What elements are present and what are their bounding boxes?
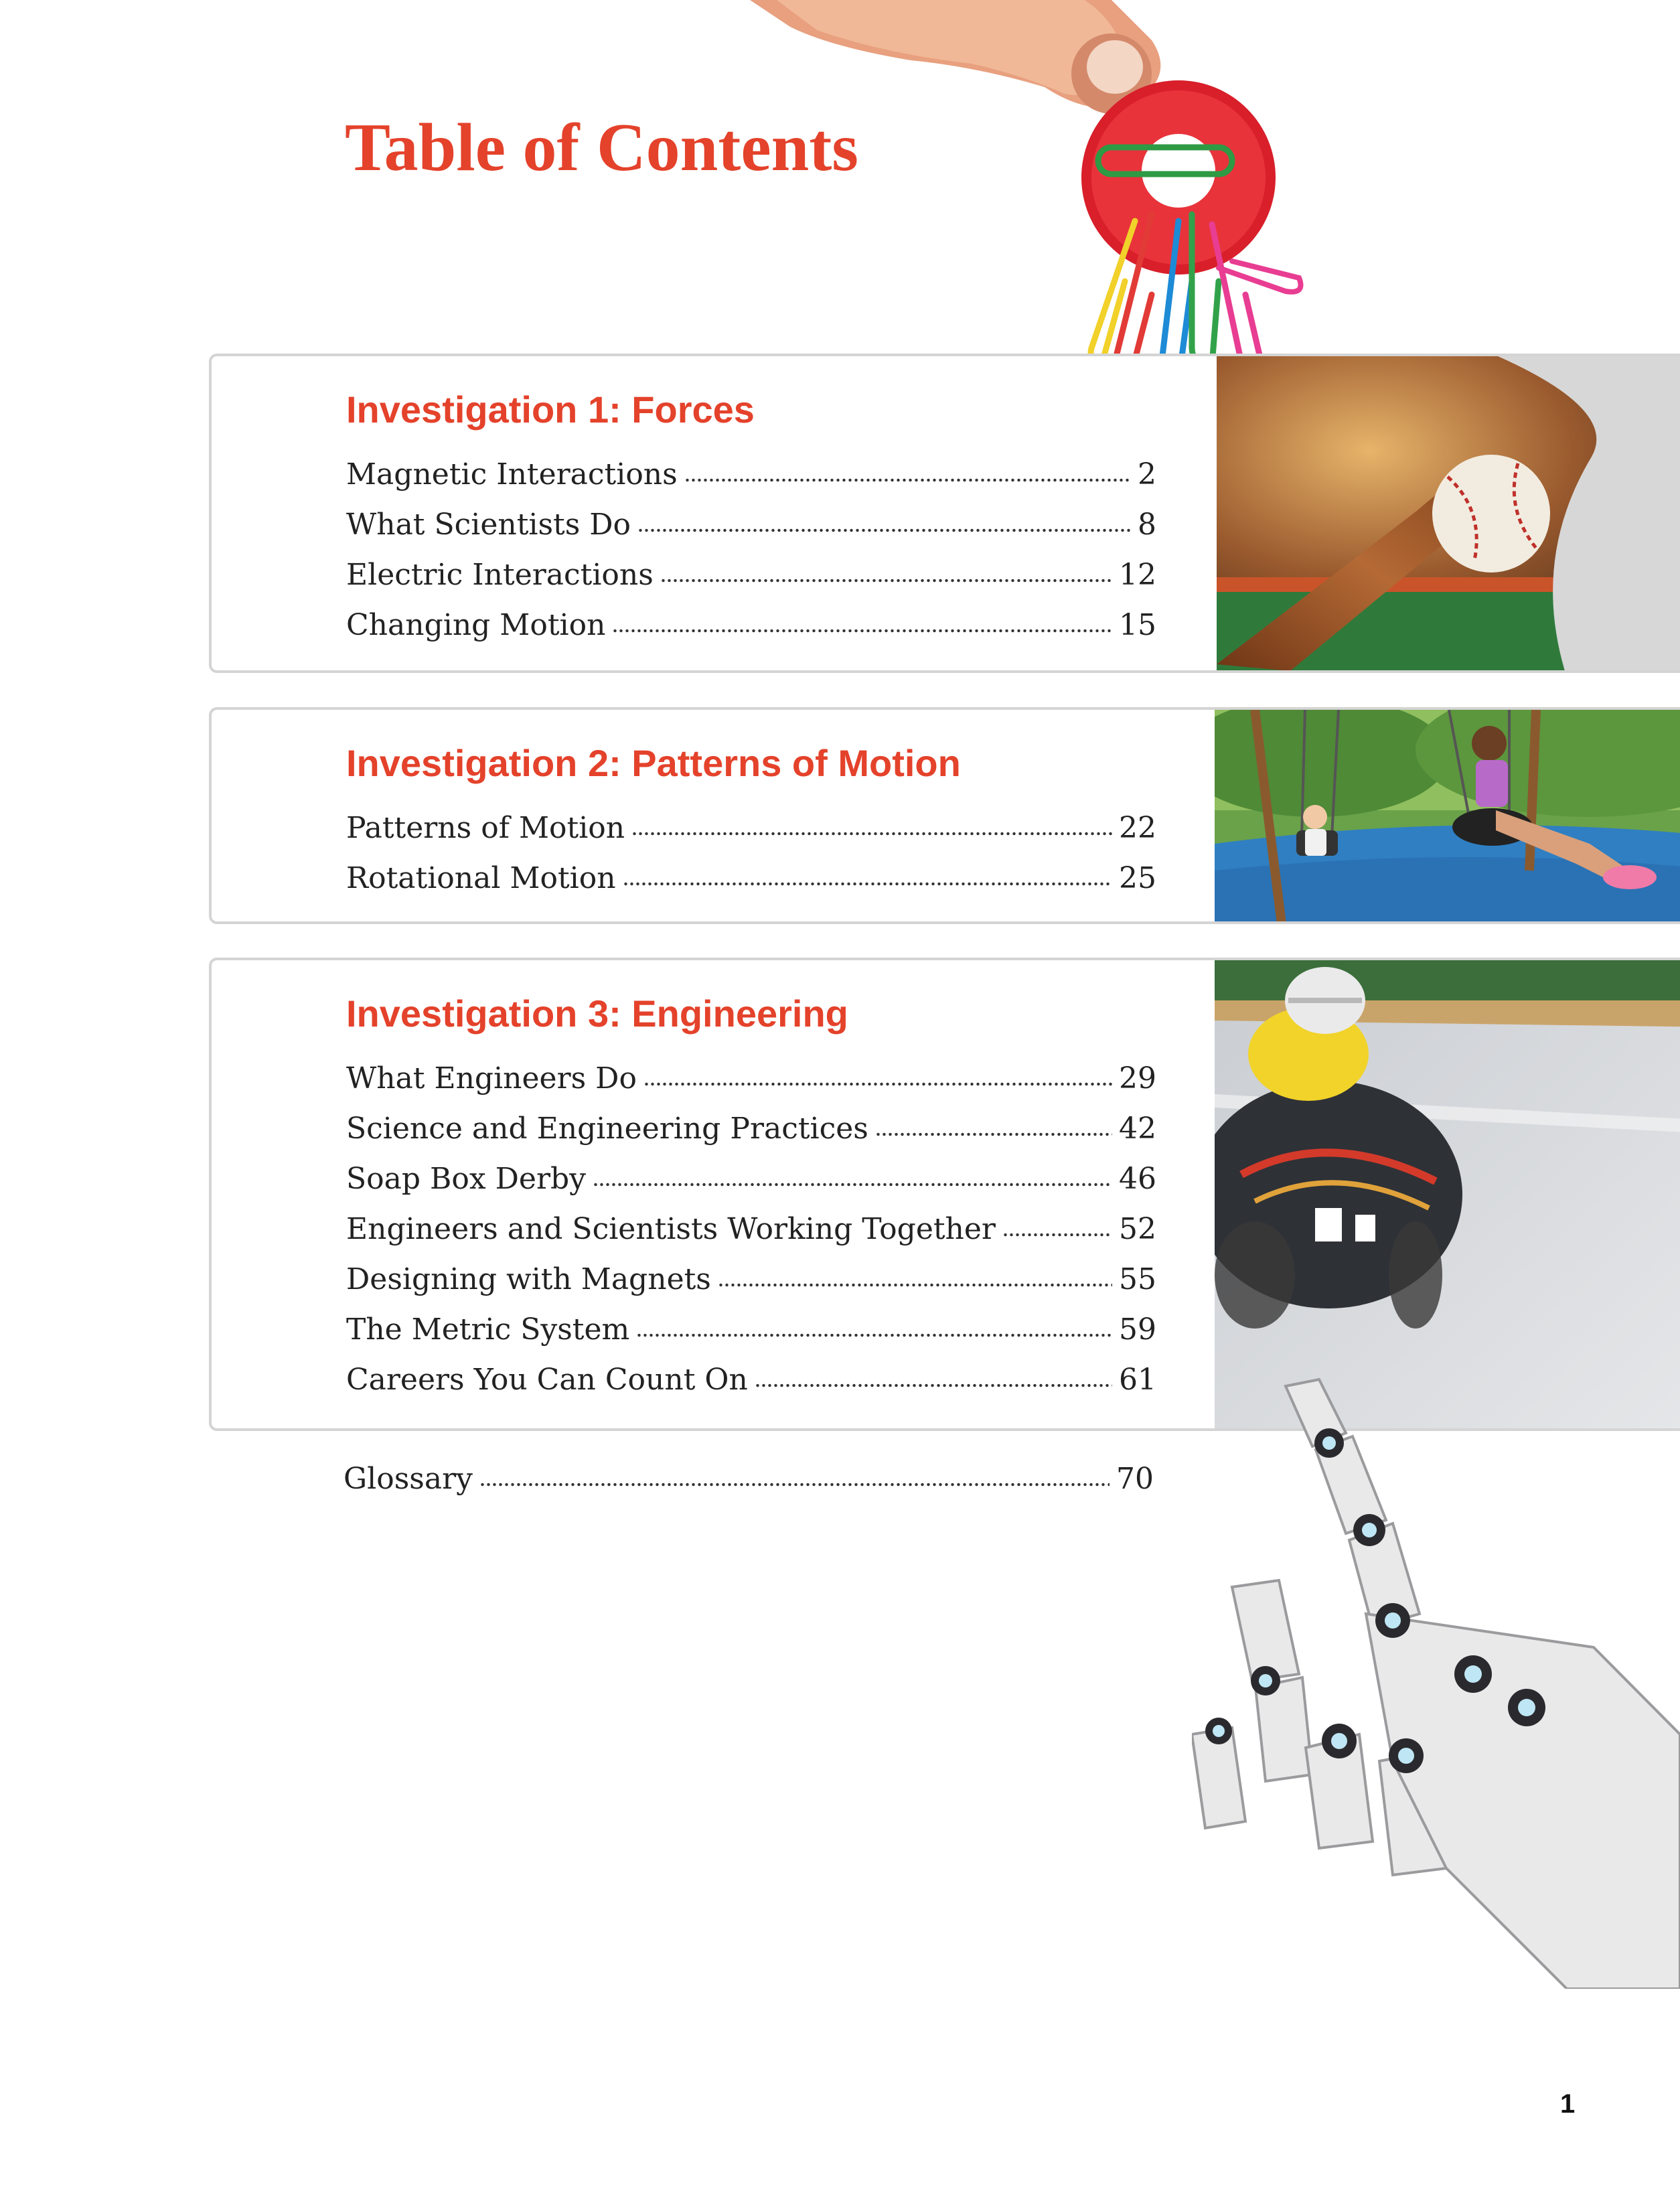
entry-page: 42: [1119, 1112, 1156, 1146]
section-title: Investigation 1: Forces: [346, 388, 755, 431]
entry-page: 22: [1119, 811, 1156, 845]
toc-entry[interactable]: [346, 605, 1156, 646]
baseball-bat-photo: [1217, 356, 1680, 670]
entry-page: 61: [1119, 1363, 1156, 1397]
entry-page: 15: [1119, 608, 1156, 642]
entry-title: Glossary: [343, 1462, 473, 1496]
toc-entry[interactable]: [346, 1359, 1156, 1401]
entry-title: Science and Engineering Practices: [346, 1112, 868, 1146]
toc-entry[interactable]: [346, 1158, 1156, 1200]
entry-page: 59: [1119, 1312, 1156, 1347]
dot-leader: [637, 528, 1131, 533]
magnet-paperclips-photo: [750, 0, 1326, 408]
entry-title: What Engineers Do: [346, 1061, 637, 1096]
dot-leader: [479, 1482, 1110, 1487]
toc-entry[interactable]: [346, 554, 1156, 596]
toc-entry[interactable]: [346, 858, 1156, 899]
dot-leader: [643, 1081, 1112, 1087]
toc-entry[interactable]: [346, 504, 1156, 546]
toc-section-forces: [209, 354, 1680, 673]
entry-title: Magnetic Interactions: [346, 457, 678, 492]
dot-leader: [684, 477, 1131, 483]
dot-leader: [718, 1282, 1112, 1288]
toc-entry[interactable]: [346, 1108, 1156, 1150]
dot-leader: [636, 1333, 1112, 1338]
section-title: Investigation 3: Engineering: [346, 992, 848, 1035]
entry-title: Electric Interactions: [346, 558, 654, 592]
dot-leader: [593, 1182, 1112, 1187]
toc-entry[interactable]: [346, 1209, 1156, 1250]
toc-entry[interactable]: [346, 1259, 1156, 1300]
robot-hand-photo: [1192, 1359, 1680, 1989]
entry-page: 52: [1119, 1212, 1156, 1246]
playground-swing-photo: [1215, 710, 1680, 921]
entry-page: 2: [1138, 457, 1156, 492]
dot-leader: [612, 628, 1112, 633]
entry-title: Designing with Magnets: [346, 1262, 711, 1296]
entry-page: 29: [1119, 1061, 1156, 1096]
toc-entry[interactable]: [346, 454, 1156, 496]
dot-leader: [660, 578, 1112, 583]
dot-leader: [875, 1132, 1112, 1137]
entry-page: 46: [1119, 1162, 1156, 1196]
entry-title: What Scientists Do: [346, 508, 631, 542]
page-number: 1: [1560, 2089, 1576, 2119]
entry-title: Careers You Can Count On: [346, 1363, 748, 1397]
dot-leader: [1002, 1232, 1112, 1237]
toc-entry[interactable]: [346, 808, 1156, 849]
soap-box-derby-photo: [1215, 960, 1680, 1428]
entry-title: Soap Box Derby: [346, 1162, 587, 1196]
section-title: Investigation 2: Patterns of Motion: [346, 742, 961, 784]
entry-page: 8: [1138, 508, 1156, 542]
entry-page: 12: [1119, 558, 1156, 592]
toc-entry[interactable]: [346, 1058, 1156, 1100]
entry-title: Rotational Motion: [346, 861, 616, 895]
entry-title: Patterns of Motion: [346, 811, 625, 845]
dot-leader: [623, 881, 1112, 887]
toc-section-patterns-of-motion: [209, 707, 1680, 924]
dot-leader: [755, 1383, 1112, 1388]
entry-title: The Metric System: [346, 1312, 630, 1347]
entry-page: 70: [1116, 1462, 1154, 1496]
entry-page: 55: [1119, 1262, 1156, 1296]
page-title: Table of Contents: [345, 110, 858, 185]
entry-title: Engineers and Scientists Working Together: [346, 1212, 996, 1246]
dot-leader: [631, 831, 1112, 836]
entry-page: 25: [1119, 861, 1156, 895]
toc-entry-glossary[interactable]: [343, 1458, 1154, 1500]
entry-title: Changing Motion: [346, 608, 606, 642]
toc-entry[interactable]: [346, 1309, 1156, 1351]
